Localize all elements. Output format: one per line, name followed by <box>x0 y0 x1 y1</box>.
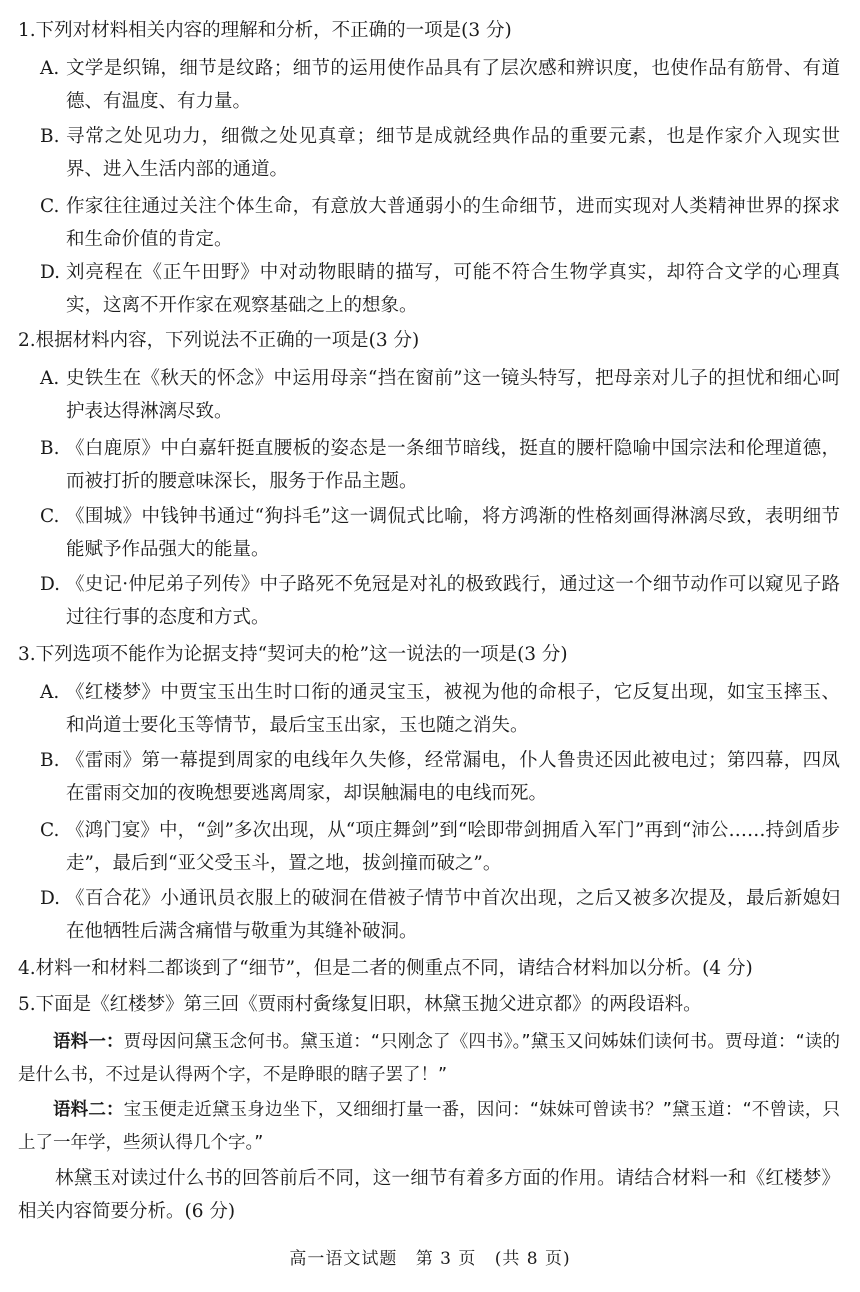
question-5-stem: 5.下面是《红楼梦》第三回《贾雨村夤缘复旧职，林黛玉抛父进京都》的两段语料。 <box>18 994 702 1015</box>
question-3-option-c <box>40 814 840 880</box>
question-2-option-d <box>40 568 840 634</box>
footer-total-pages: (共 8 页) <box>494 1249 571 1269</box>
question-2-option-b <box>40 432 840 498</box>
option-letter: D. <box>40 574 61 595</box>
corpus-2-label: 语料二： <box>53 1100 124 1120</box>
option-letter: A. <box>40 368 60 389</box>
option-letter: C. <box>40 506 60 527</box>
option-letter: C. <box>40 820 60 841</box>
question-1-option-c <box>40 190 840 256</box>
question-3-option-b <box>40 744 840 810</box>
question-2-option-c <box>40 500 840 566</box>
question-3-option-d <box>40 882 840 948</box>
page-footer <box>0 1244 860 1269</box>
corpus-2 <box>18 1094 840 1160</box>
option-text: 《史记·仲尼弟子列传》中子路死不免冠是对礼的极致践行，通过这一个细节动作可以窥见子路过往行事的态度和方式。 <box>66 574 840 628</box>
corpus-1 <box>18 1026 840 1092</box>
option-text: 《鸿门宴》中，“剑”多次出现，从“项庄舞剑”到“哙即带剑拥盾入军门”再到“沛公……持剑盾步走”，最后到“亚父受玉斗，置之地，拔剑撞而破之”。 <box>66 820 840 874</box>
footer-subject: 高一语文试题 <box>289 1249 398 1269</box>
option-text: 史铁生在《秋天的怀念》中运用母亲“挡在窗前”这一镜头特写，把母亲对儿子的担忧和细心呵护表达得淋漓尽致。 <box>66 368 840 422</box>
question-3-stem: 3.下列选项不能作为论据支持“契诃夫的枪”这一说法的一项是(3 分) <box>18 644 568 665</box>
corpus-1-label: 语料一： <box>53 1032 124 1052</box>
corpus-2-text: 宝玉便走近黛玉身边坐下，又细细打量一番，因问：“妹妹可曾读书？”黛玉道：“不曾读，只上了一年学，些须认得几个字。” <box>18 1100 841 1153</box>
question-1-option-a <box>40 52 840 118</box>
option-letter: B. <box>40 126 60 147</box>
footer-page-number: 第 3 页 <box>415 1249 477 1269</box>
option-text: 作家往往通过关注个体生命，有意放大普通弱小的生命细节，进而实现对人类精神世界的探求和生命价值的肯定。 <box>66 196 840 250</box>
option-letter: D. <box>40 262 61 283</box>
option-text: 《雷雨》第一幕提到周家的电线年久失修，经常漏电，仆人鲁贵还因此被电过；第四幕，四凤在雷雨交加的夜晚想要逃离周家，却误触漏电的电线而死。 <box>66 750 840 804</box>
question-3-option-a <box>40 676 840 742</box>
option-text: 《红楼梦》中贾宝玉出生时口衔的通灵宝玉，被视为他的命根子，它反复出现，如宝玉摔玉、和尚道士要化玉等情节，最后宝玉出家，玉也随之消失。 <box>66 682 840 736</box>
option-letter: B. <box>40 438 60 459</box>
option-text: 《百合花》小通讯员衣服上的破洞在借被子情节中首次出现，之后又被多次提及，最后新媳妇在他牺牲后满含痛惜与敬重为其缝补破洞。 <box>66 888 840 942</box>
question-2-option-a <box>40 362 840 428</box>
question-1-stem: 1.下列对材料相关内容的理解和分析，不正确的一项是(3 分) <box>18 20 512 41</box>
option-text: 寻常之处见功力，细微之处见真章；细节是成就经典作品的重要元素，也是作家介入现实世界、进入生活内部的通道。 <box>66 126 840 180</box>
option-text: 文学是织锦，细节是纹路；细节的运用使作品具有了层次感和辨识度，也使作品有筋骨、有道德、有温度、有力量。 <box>66 58 840 112</box>
question-2-stem: 2.根据材料内容，下列说法不正确的一项是(3 分) <box>18 330 420 351</box>
option-letter: D. <box>40 888 61 909</box>
corpus-1-text: 贾母因问黛玉念何书。黛玉道：“只刚念了《四书》。”黛玉又问姊妹们读何书。贾母道：“读的是什么书，不过是认得两个字，不是睁眼的瞎子罢了！” <box>18 1032 840 1085</box>
option-letter: A. <box>40 682 60 703</box>
option-text: 《围城》中钱钟书通过“狗抖毛”这一调侃式比喻，将方鸿渐的性格刻画得淋漓尽致，表明细节能赋予作品强大的能量。 <box>66 506 840 560</box>
question-1-option-d <box>40 256 840 322</box>
question-5-task: 林黛玉对读过什么书的回答前后不同，这一细节有着多方面的作用。请结合材料一和《红楼梦》相关内容简要分析。(6 分) <box>18 1168 840 1222</box>
option-letter: C. <box>40 196 60 217</box>
option-text: 刘亮程在《正午田野》中对动物眼睛的描写，可能不符合生物学真实，却符合文学的心理真实，这离不开作家在观察基础之上的想象。 <box>66 262 840 316</box>
question-4-stem: 4.材料一和材料二都谈到了“细节”，但是二者的侧重点不同，请结合材料加以分析。(4 分) <box>18 958 753 979</box>
question-1-option-b <box>40 120 840 186</box>
option-letter: A. <box>40 58 60 79</box>
option-text: 《白鹿原》中白嘉轩挺直腰板的姿态是一条细节暗线，挺直的腰杆隐喻中国宗法和伦理道德，而被打折的腰意味深长，服务于作品主题。 <box>66 438 840 492</box>
option-letter: B. <box>40 750 60 771</box>
